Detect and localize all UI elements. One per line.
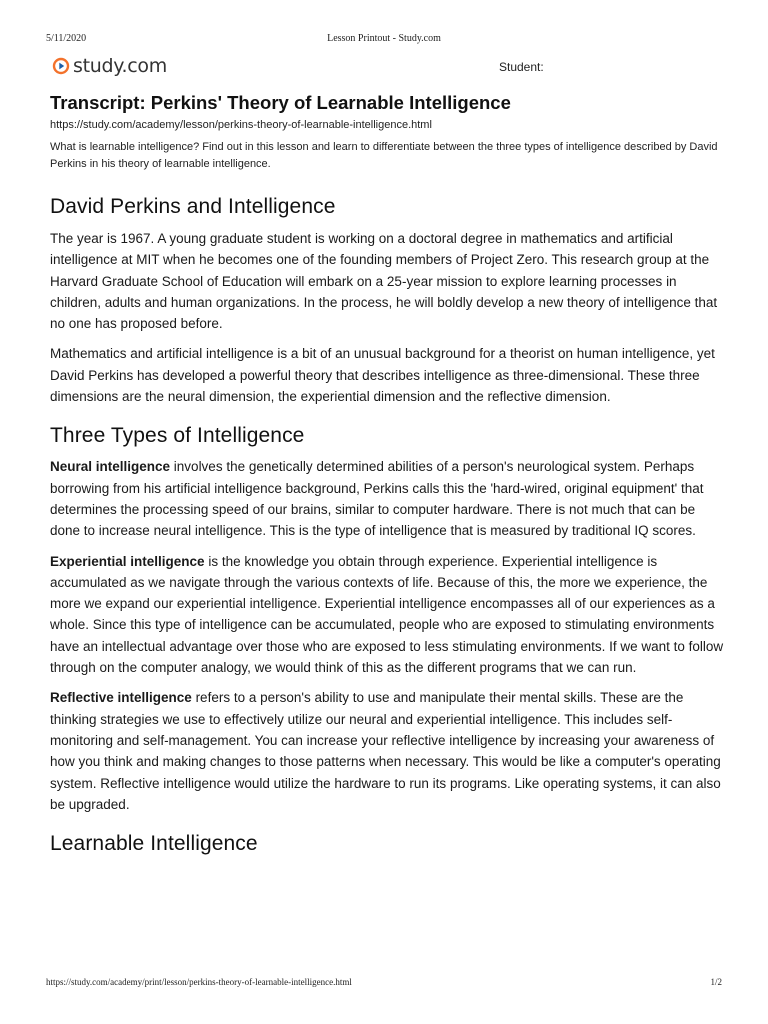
paragraph: Mathematics and artificial intelligence is a bit of an unusual background for a theorist on human intelligence, yet David Perkins has developed a powerful theory that describes intelligence as three-dimensional. These three dimensions are the neural dimension, the experiential dimension and the reflective dimension. [50,346,715,405]
paragraph-text: is the knowledge you obtain through experience. Experiential intelligence is accumulated as we navigate through the various contexts of life. Because of this, the more we experience, the more we expand our experiential intelligence. Experiential intelligence encompasses all of our experiences as a whole. Since this type of intelligence can be accumulated, people who are exposed to stimulating environments have an intellectual advantage over those who are exposed to less stimulating environments. If we want to follow through on the computer analogy, we would think of this as the different programs that we can run. [50,553,724,676]
paragraph-neural [50,456,726,541]
section-heading-learnable: Learnable Intelligence [50,832,258,856]
paragraph-text: refers to a person's ability to use and manipulate their mental skills. These are the thinking strategies we use to effectively utilize our neural and experiential intelligence. This includes self-monitoring and self-management. You can increase your reflective intelligence by increasing your awareness of how you think and making changes to those patterns when necessary. This would be like a computer's operating system. Reflective intelligence would utilize the hardware to run its programs. Like operating systems, it can also be upgraded. [50,690,721,812]
study-logo[interactable] [52,55,167,77]
page-number: 1/2 [710,977,722,987]
print-footer [46,977,722,991]
play-circle-icon [52,57,70,75]
lesson-url[interactable]: https://study.com/academy/lesson/perkins-theory-of-learnable-intelligence.html [50,119,432,131]
paragraph-text: involves the genetically determined abilities of a person's neurological system. Perhaps borrowing from his artificial intelligence background, Perkins calls this the 'hard-wired, original equipment' that determines the processing speed of our brains, similar to computer hardware. There is not much that can be done to increase neural intelligence. This is the type of intelligence that is measured by traditional IQ scores. [50,459,704,539]
term-neural-intelligence: Neural intelligence [50,459,171,475]
lesson-summary: What is learnable intelligence? Find out in this lesson and learn to differentiate between the three types of intelligence described by David Perkins in his theory of learnable intelligence. [50,141,718,170]
brand-row [52,55,722,81]
lesson-title: Transcript: Perkins' Theory of Learnable Intelligence [50,92,511,113]
paragraph: The year is 1967. A young graduate student is working on a doctoral degree in mathematics and artificial intelligence at MIT when he becomes one of the founding members of Project Zero. This research group at the Harvard Graduate School of Education will embark on a 25-year mission to explore learning processes in children, adults and human organizations. In the process, he will boldly develop a new theory of intelligence that no one has proposed before. [50,231,718,332]
print-title: Lesson Printout - Study.com [327,33,441,44]
student-label: Student: [499,60,544,74]
paragraph-experiential [50,551,726,679]
print-header [46,33,722,47]
logo-text: study.com [73,55,167,77]
section-heading-david-perkins: David Perkins and Intelligence [50,195,336,218]
section-heading-three-types: Three Types of Intelligence [50,424,305,448]
lesson-content [50,92,726,856]
paragraph-reflective [50,687,726,815]
footer-url: https://study.com/academy/print/lesson/perkins-theory-of-learnable-intelligence.html [46,977,352,987]
term-experiential-intelligence: Experiential intelligence [50,553,205,569]
print-date: 5/11/2020 [46,33,87,44]
term-reflective-intelligence: Reflective intelligence [50,690,192,706]
